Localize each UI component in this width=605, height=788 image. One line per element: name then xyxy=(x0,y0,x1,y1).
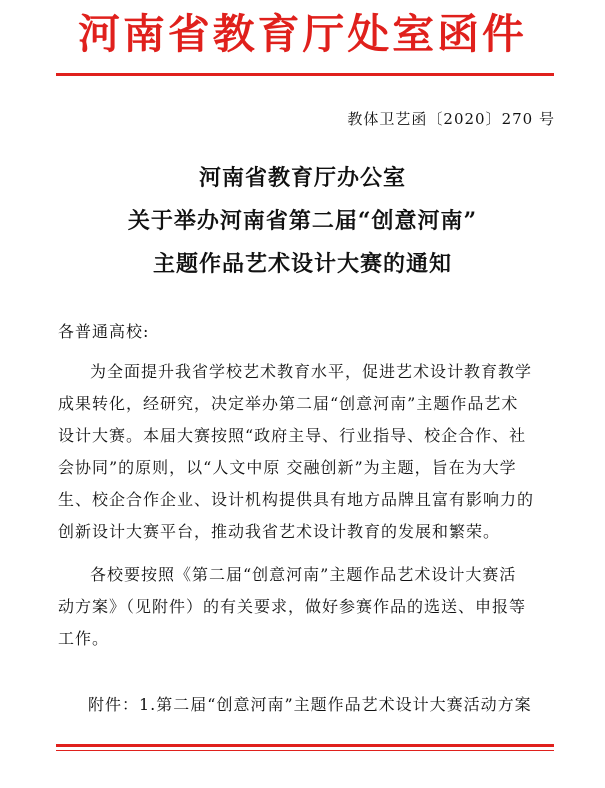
notice-title-line-3: 主题作品艺术设计大赛的通知 xyxy=(152,251,452,277)
paragraph-1-line-5: 生、校企合作企业、设计机构提供具有地方品牌且富有影响力的 xyxy=(58,490,535,509)
paragraph-2-line-1: 各校要按照《第二届“创意河南”主题作品艺术设计大赛活 xyxy=(90,565,517,584)
body-paragraph-2 xyxy=(58,559,550,655)
paragraph-1-line-6: 创新设计大赛平台，推动我省艺术设计教育的发展和繁荣。 xyxy=(58,522,501,541)
paragraph-1-line-4: 会协同”的原则，以“人文中原 交融创新”为主题，旨在为大学 xyxy=(58,458,517,477)
body-paragraph-1 xyxy=(58,356,550,548)
masthead-title: 河南省教育厅处室函件 xyxy=(78,10,527,58)
paragraph-2-line-3: 工作。 xyxy=(58,629,110,648)
notice-title-line-1: 河南省教育厅办公室 xyxy=(198,165,406,191)
attachment-line: 附件：1.第二届“创意河南”主题作品艺术设计大赛活动方案 xyxy=(88,695,532,714)
paragraph-1-line-2: 成果转化，经研究，决定举办第二届“创意河南”主题作品艺术 xyxy=(58,394,519,413)
paragraph-1-line-1: 为全面提升我省学校艺术教育水平，促进艺术设计教育教学 xyxy=(90,362,533,381)
notice-title-line-2: 关于举办河南省第二届“创意河南” xyxy=(127,208,478,234)
masthead-red-rule xyxy=(56,73,554,76)
paragraph-1-line-3: 设计大赛。本届大赛按照“政府主导、行业指导、校企合作、社 xyxy=(58,426,527,445)
paragraph-2-line-2: 动方案》（见附件）的有关要求，做好参赛作品的选送、申报等 xyxy=(58,597,527,616)
document-number: 教体卫艺函〔2020〕270 号 xyxy=(347,110,555,128)
salutation: 各普通高校: xyxy=(58,322,150,341)
footer-red-rule-thick xyxy=(56,744,554,747)
footer-red-rule-thin xyxy=(56,750,554,751)
